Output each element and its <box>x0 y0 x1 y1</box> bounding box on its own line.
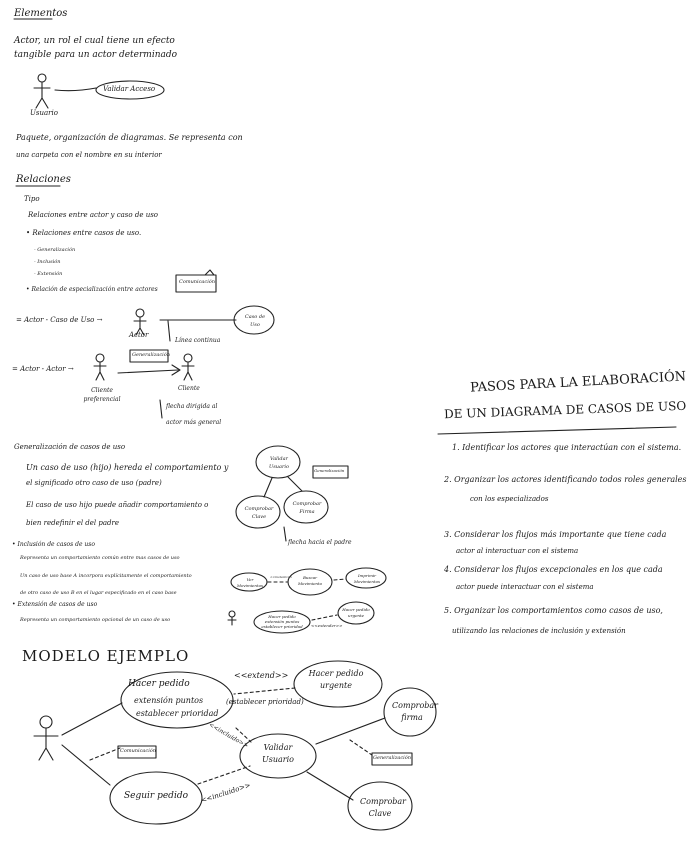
imprimir-movimientos-label: Imprimir Movimientos <box>353 573 381 584</box>
actor-caso-label: = Actor - Caso de Uso → <box>16 316 103 324</box>
ver-movimientos-label: Ver Movimientos <box>236 577 264 588</box>
paso-2a: 2. Organizar los actores identificando todos roles generales <box>444 475 687 484</box>
incluido-1-label: <<incluido>> <box>207 721 250 750</box>
flecha-dirigida-2: actor más general <box>166 419 222 426</box>
cliente-label: Cliente <box>178 385 200 392</box>
inclusion-p3: de otro caso de uso B en el lugar especificado en el caso base <box>20 590 177 596</box>
use-case-validar-acceso: Validar Acceso <box>103 85 156 93</box>
gen-p4: bien redefinir el del padre <box>26 519 120 527</box>
validar-usuario-ellipse-label: Validar Usuario <box>269 456 289 470</box>
rel-entre-casos: • Relaciones entre casos de uso. <box>26 229 142 237</box>
flecha-padre-label: flecha hacia el padre <box>288 539 352 546</box>
incluido-2-label: <<incluido>> <box>199 781 252 805</box>
linea-continua-label: Línea continua <box>175 337 221 344</box>
pasos-title-1: PASOS PARA LA ELABORACIÓN <box>469 369 687 396</box>
seguir-pedido-label: Seguir pedido <box>124 791 188 801</box>
cliente-preferencial-label: Cliente preferencial <box>83 387 121 403</box>
inclusion-title: • Inclusión de casos de uso <box>12 541 95 548</box>
inclusion-p2: Un caso de uso base A incorpora explícitamente el comportamiento <box>20 573 192 579</box>
paso-2b: con los especializados <box>470 495 549 503</box>
paso-4b: actor puede interactuar con el sistema <box>456 583 594 591</box>
extend-1-label: <<extend>> <box>234 671 289 680</box>
rel-actores: • Relación de especialización entre actores <box>26 286 158 293</box>
hacer-pedido-urgente-small-label: Hacer pedido urgente <box>342 607 370 618</box>
section-title-elementos: Elementos <box>14 8 68 19</box>
hacer-pedido-label: Hacer pedido <box>128 679 190 689</box>
rel-actor-caso: Relaciones entre actor y caso de uso <box>28 211 159 219</box>
comprobar-firma-label: Comprobar firma <box>392 701 438 722</box>
paso-3a: 3. Considerar los flujos más importante que tiene cada <box>444 530 667 539</box>
item-generalizacion: - Generalización <box>34 247 76 253</box>
establecer-prioridad-label: establecer prioridad <box>136 709 219 718</box>
comunicacion-label: Comunicación <box>120 748 157 754</box>
actor-usuario-figure <box>34 74 50 108</box>
inclusion-p1: Representa un comportamiento común entre mas casos de uso <box>20 555 180 561</box>
hacer-pedido-ext-label: Hacer pedido extensión puntos establecer prioridad <box>261 614 303 629</box>
generalizacion-folder-label: Generalización <box>132 352 170 358</box>
paso-1: 1. Identificar los actores que interactúan con el sistema. <box>452 443 682 452</box>
flecha-dirigida-1: flecha dirigida al <box>166 403 218 410</box>
incluido-small-label: <<incluido>> <box>270 575 293 579</box>
section-title-relaciones: Relaciones <box>16 174 71 185</box>
item-inclusion: - Inclusión <box>34 259 61 265</box>
hacer-pedido-urgente-label: Hacer pedido urgente <box>308 669 364 690</box>
pasos-title-2: DE UN DIAGRAMA DE CASOS DE USO <box>443 398 687 422</box>
caso-de-uso-label: Caso de Uso <box>244 314 266 328</box>
gen-p3: El caso de uso hijo puede añadir comportamiento o <box>26 501 209 509</box>
paso-5b: utilizando las relaciones de inclusión y extensión <box>452 627 626 635</box>
generalizacion-label: Generalización <box>373 755 411 761</box>
gen-casos-title: Generalización de casos de uso <box>14 443 126 451</box>
actor-definition: Actor, un rol el cual tiene un efecto tangible para un actor determinado <box>14 36 178 60</box>
buscar-movimiento-label: Buscar Movimiento <box>297 575 323 586</box>
actor-label: Actor <box>129 331 149 339</box>
paso-4a: 4. Considerar los flujos excepcionales en los que cada <box>444 565 663 574</box>
comprobar-clave-label: Comprobar Clave <box>360 797 406 818</box>
comunicacion-folder-label: Comunicación <box>179 279 216 285</box>
item-extension: - Extensión <box>34 271 63 277</box>
paso-5a: 5. Organizar los comportamientos como casos de uso, <box>444 606 663 615</box>
tipo-label: Tipo <box>24 195 40 203</box>
validar-usuario-label: Validar Usuario <box>262 743 294 764</box>
gen-p2: el significado otro caso de uso (padre) <box>26 479 162 487</box>
ext-puntos-label: extensión puntos <box>134 696 204 705</box>
modelo-title: MODELO EJEMPLO <box>22 647 190 665</box>
extension-title: • Extensión de casos de uso <box>12 601 98 608</box>
paso-3b: actor al interactuar con el sistema <box>456 547 579 555</box>
gen-p1: Un caso de uso (hijo) hereda el comportamiento y <box>26 463 229 472</box>
comprobar-clave-ellipse-label: Comprobar Clave <box>244 506 274 520</box>
label-usuario: Usuario <box>30 109 58 117</box>
establecer-prioridad-2-label: (establecer prioridad) <box>226 698 304 706</box>
paquete-definition-1: Paquete, organización de diagramas. Se representa con <box>16 133 243 142</box>
comprobar-firma-ellipse-label: Comprobar Firma <box>292 501 322 515</box>
paquete-definition-2: una carpeta con el nombre en su interior <box>16 151 162 159</box>
extension-p1: Representa un comportamiento opcional de un caso de uso <box>20 617 171 623</box>
actor-actor-label: = Actor - Actor → <box>12 365 74 373</box>
extender-label: <<extender>> <box>311 623 343 628</box>
generalizacion-box-label: Generalización <box>314 468 345 473</box>
